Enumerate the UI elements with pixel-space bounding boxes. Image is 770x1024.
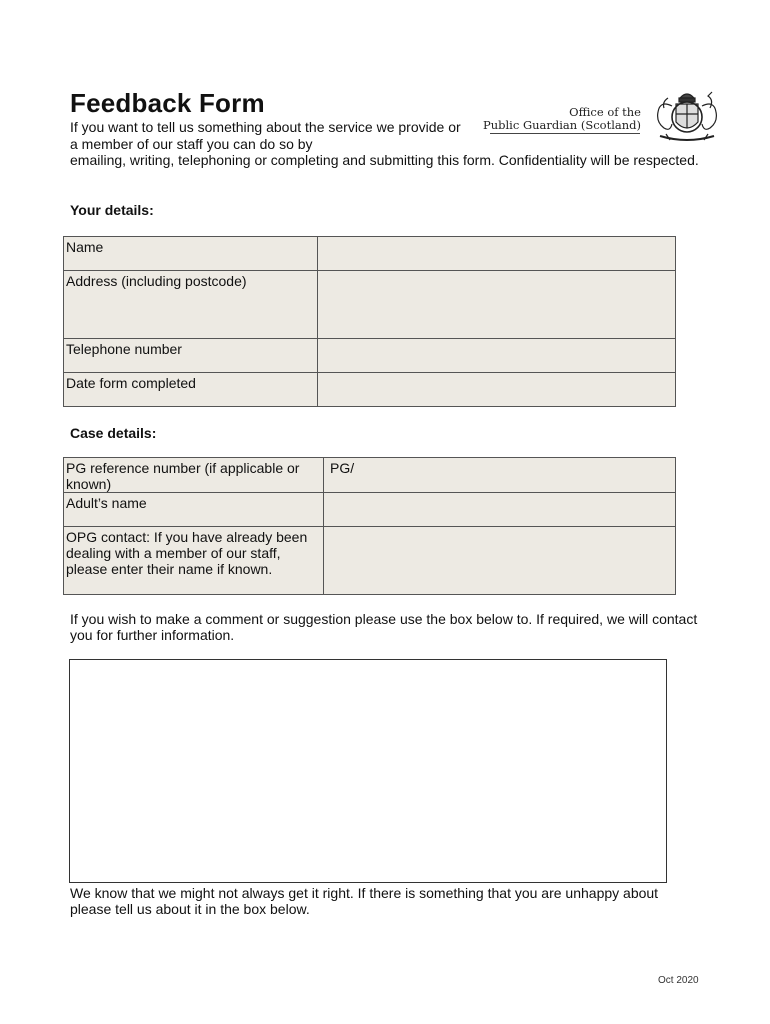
form-title: Feedback Form [70, 88, 265, 118]
case-details-heading: Case details: [70, 425, 157, 441]
opg-contact-label: OPG contact: If you have already been dealing with a member of our staff, please enter their name if known. [64, 527, 324, 595]
adults-name-label: Adult’s name [64, 493, 324, 527]
address-label: Address (including postcode) [64, 271, 318, 339]
footer-date: Oct 2020 [658, 975, 699, 986]
logo-line-1: Office of the [569, 105, 641, 119]
intro-text-part1: If you want to tell us something about the service we provide or a member of our staff you can do so by [70, 119, 461, 152]
opg-contact-field[interactable] [324, 527, 676, 595]
date-completed-field[interactable] [318, 373, 676, 407]
name-label: Name [64, 237, 318, 271]
adults-name-field[interactable] [324, 493, 676, 527]
your-details-heading: Your details: [70, 202, 154, 218]
intro-text-part2: emailing, writing, telephoning or completing and submitting this form. Confidentiality will be respected. [70, 152, 699, 168]
table-row [64, 271, 676, 339]
table-row [64, 339, 676, 373]
case-details-table [63, 457, 676, 595]
opg-logo [480, 88, 725, 146]
table-row [64, 527, 676, 595]
date-completed-label: Date form completed [64, 373, 318, 407]
pg-reference-label: PG reference number (if applicable or known) [64, 458, 324, 493]
table-row [64, 373, 676, 407]
your-details-table [63, 236, 676, 407]
royal-crest-icon [650, 88, 725, 146]
address-field[interactable] [318, 271, 676, 339]
name-field[interactable] [318, 237, 676, 271]
table-row [64, 237, 676, 271]
comment-intro-text: If you wish to make a comment or suggestion please use the box below to. If required, we will contact you for further information. [70, 611, 698, 643]
telephone-field[interactable] [318, 339, 676, 373]
comment-textbox[interactable] [69, 659, 667, 883]
telephone-label: Telephone number [64, 339, 318, 373]
complaint-intro-text: We know that we might not always get it right. If there is something that you are unhappy about please tell us about it in the box below. [70, 885, 659, 917]
logo-line-2: Public Guardian (Scotland) [482, 118, 641, 132]
logo-underline [490, 133, 640, 134]
table-row [64, 458, 676, 493]
table-row [64, 493, 676, 527]
pg-reference-field[interactable]: PG/ [324, 458, 676, 493]
